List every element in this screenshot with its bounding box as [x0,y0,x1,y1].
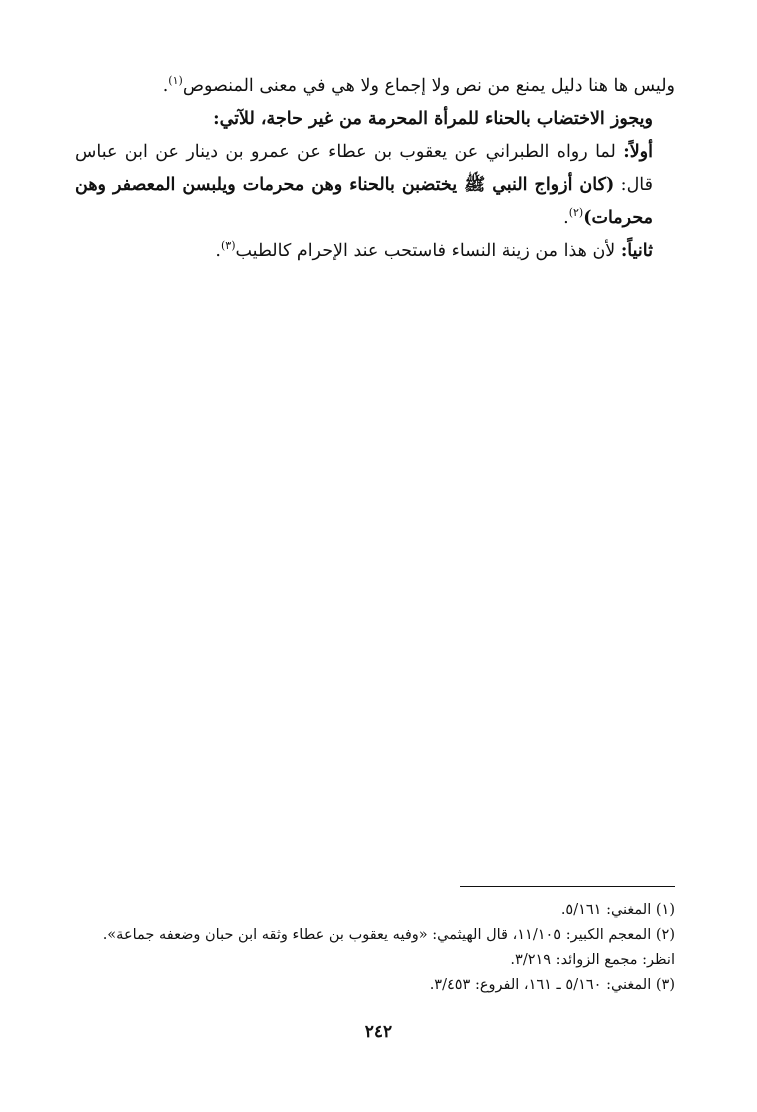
footnote-1-text: المغني: ٥/١٦١. [560,902,652,918]
footnote-ref-2: (٢) [568,206,584,220]
footnote-1 [75,898,675,923]
paragraph-3 [75,136,675,235]
footnote-separator [460,886,675,887]
paragraph-4-end: . [215,241,221,261]
footnote-ref-3: (٣) [220,239,236,253]
page-number: ٢٤٢ [364,1022,393,1042]
footnote-1-number: (١) [655,902,675,918]
footnote-3-text: المغني: ٥/١٦٠ ـ ١٦١، الفروع: ٣/٤٥٣. [429,977,652,993]
footnote-2-number: (٢) [655,927,675,943]
paragraph-2-text: ويجوز الاختضاب بالحناء للمرأة المحرمة من غير حاجة، للآتي: [213,109,653,129]
paragraph-4-label: ثانياً: [620,241,653,261]
paragraph-3-end: . [563,208,569,228]
footnote-3-number: (٣) [655,977,675,993]
paragraph-1 [75,70,675,103]
main-text [75,70,675,268]
paragraph-4-text: لأن هذا من زينة النساء فاستحب عند الإحرام كالطيب [235,241,621,261]
paragraph-3-quote: (كان أزواج النبي ﷺ يختضبن بالحناء وهن محرمات ويلبسن المعصفر وهن محرمات) [75,175,653,228]
paragraph-1-end: . [162,76,169,96]
paragraph-4 [75,235,675,268]
footnotes [75,898,675,998]
footnote-3 [75,973,675,998]
footnote-ref-1: (١) [168,74,183,88]
paragraph-2 [75,103,675,136]
paragraph-1-text: وليس ها هنا دليل يمنع من نص ولا إجماع ولا هي في معنى المنصوص [182,76,675,96]
paragraph-3-text: لما رواه الطبراني عن يعقوب بن عطاء عن عمرو بن دينار عن ابن عباس قال: [75,142,653,195]
paragraph-3-label: أولاً: [623,142,653,162]
footnote-2 [75,923,675,973]
footnote-2-text: المعجم الكبير: ١١/١٠٥، قال الهيثمي: «وفيه يعقوب بن عطاء وثقه ابن حبان وضعفه جماعة». انظر: مجمع الزوائد: ٣/٢١٩. [102,927,675,968]
